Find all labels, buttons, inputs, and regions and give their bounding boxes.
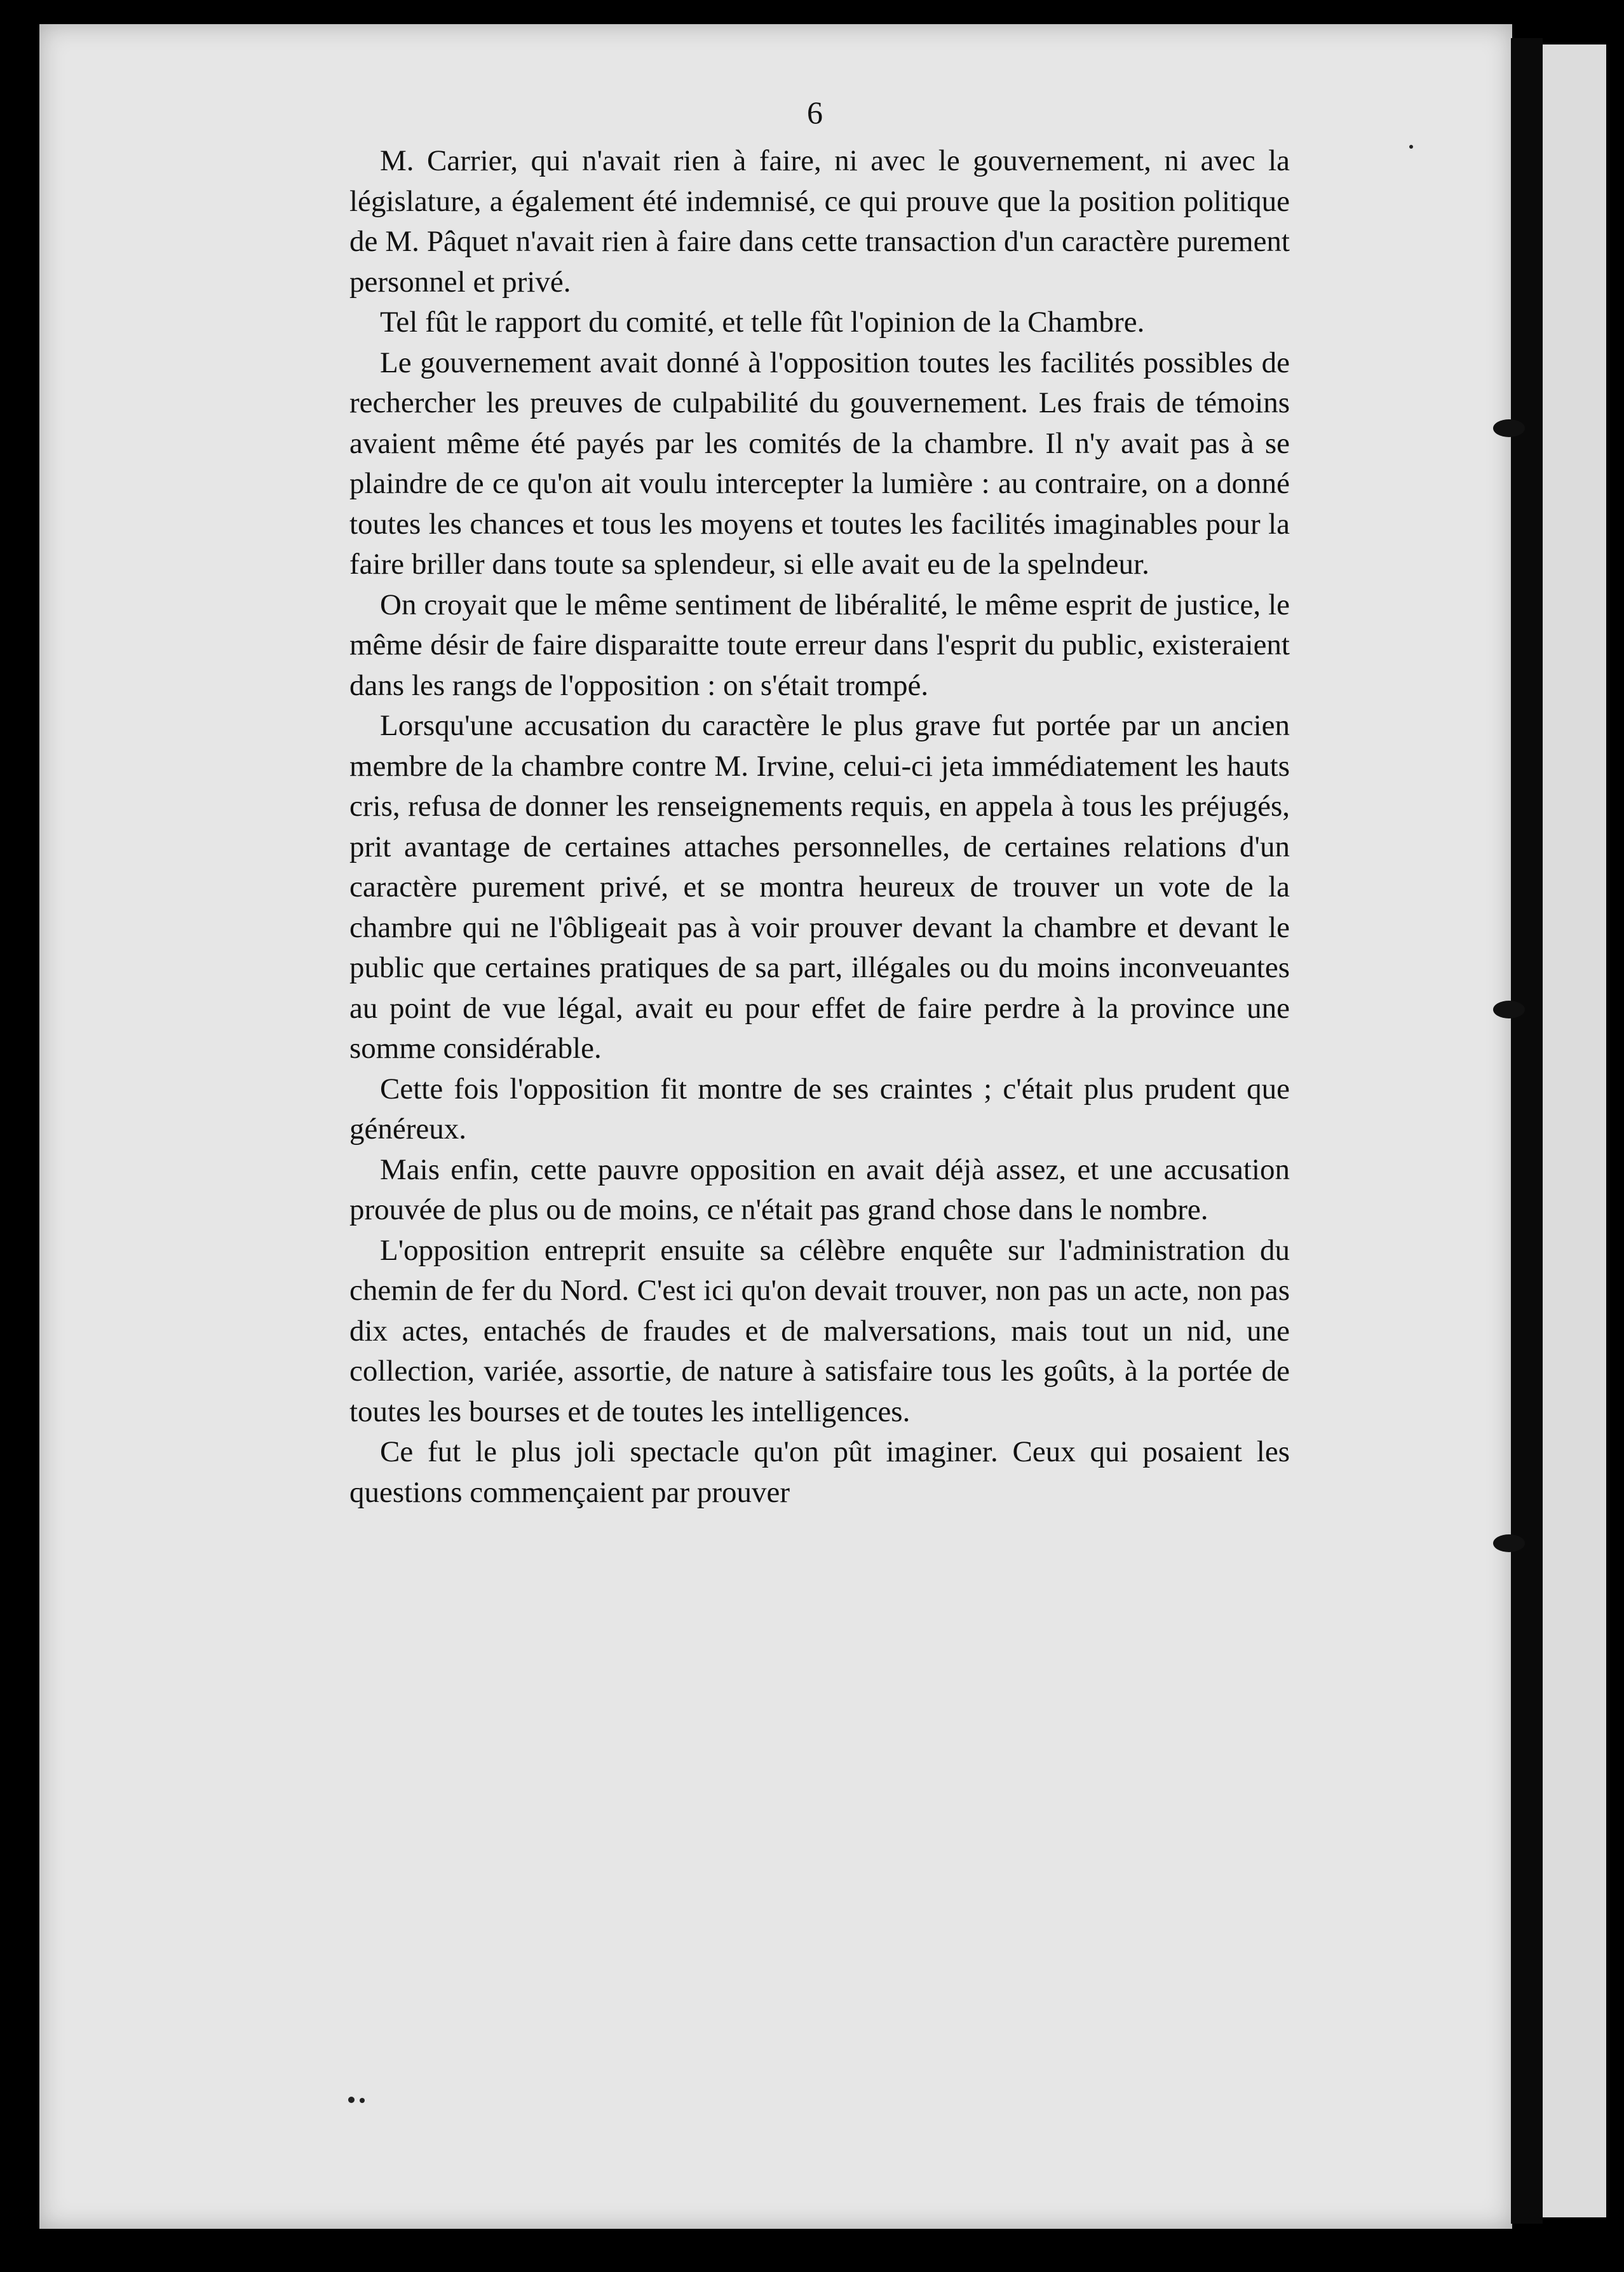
- paragraph: Le gouvernement avait donné à l'opposition toutes les facilités possibles de rechercher les preuves de culpabilité du gouvernement. Les frais de témoins avaient même été payés par les comités de la chambre. Il n'y avait pas à se plaindre de ce qu'on ait voulu intercepter la lumière : au contraire, on a donné toutes les chances et tous les moyens et toutes les facilités imaginables pour la faire briller dans toute sa splendeur, si elle avait eu de la spelndeur.: [349, 346, 1290, 581]
- paragraph: M. Carrier, qui n'avait rien à faire, ni avec le gouvernement, ni avec la législature, a également été indemnisé, ce qui prouve que la position politique de M. Pâquet n'avait rien à faire dans cette transaction d'un caractère purement personnel et privé.: [349, 144, 1290, 299]
- binding-stitch: [1493, 419, 1525, 437]
- paragraph: Tel fût le rapport du comité, et telle fût l'opinion de la Chambre.: [380, 306, 1145, 339]
- paragraph: Lorsqu'une accusation du caractère le plus grave fut portée par un ancien membre de la chambre contre M. Irvine, celui-ci jeta immédiatement les hauts cris, refusa de donner les renseignements requis, en appela à tous les préjugés, prit avantage de certaines attaches personnelles, de certaines relations d'un caractère purement privé, et se montra heureux de trouver un vote de la chambre qui ne l'ôbligeait pas à voir prouver devant la chambre et devant le public que certaines pratiques de sa part, illégales ou du moins inconveuantes au point de vue légal, avait eu pour effet de faire perdre à la province une somme considérable.: [349, 709, 1290, 1065]
- paragraph: L'opposition entreprit ensuite sa célèbre enquête sur l'administration du chemin de fer du Nord. C'est ici qu'on devait trouver, non pas un acte, non pas dix actes, entachés de fraudes et de malversations, mais tout un nid, une collection, variée, assortie, de nature à satisfaire tous les goûts, à la portée de toutes les bourses et de toutes les intelligences.: [349, 1233, 1290, 1428]
- adjacent-page-edge: [1543, 44, 1606, 2217]
- page-number: 6: [807, 95, 823, 130]
- binding-stitch: [1493, 1534, 1525, 1552]
- ink-speck: [360, 2098, 365, 2103]
- paragraph: Cette fois l'opposition fit montre de ses craintes ; c'était plus prudent que généreux.: [349, 1072, 1290, 1146]
- paragraph: On croyait que le même sentiment de libéralité, le même esprit de justice, le même désir de faire disparaitte toute erreur dans l'esprit du public, existeraient dans les rangs de l'opposition : on s'était trompé.: [349, 588, 1290, 702]
- paragraph: Mais enfin, cette pauvre opposition en avait déjà assez, et une accusation prouvée de plus ou de moins, ce n'était pas grand chose dans le nombre.: [349, 1153, 1290, 1226]
- ink-speck: [1409, 145, 1413, 149]
- ink-speck: [348, 2097, 355, 2103]
- body-text: [349, 141, 1290, 1513]
- page-binding: [1511, 38, 1543, 2224]
- paragraph: Ce fut le plus joli spectacle qu'on pût imaginer. Ceux qui posaient les questions commençaient par prouver: [349, 1435, 1290, 1509]
- binding-stitch: [1493, 1001, 1525, 1018]
